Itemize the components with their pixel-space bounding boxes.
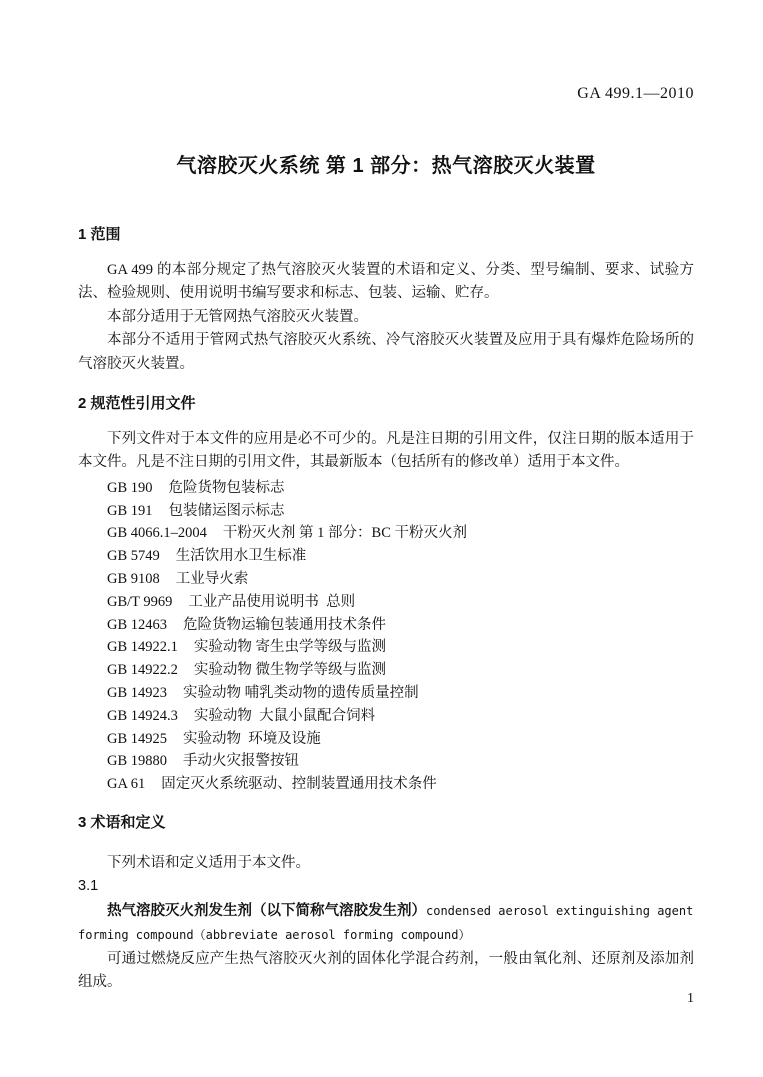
term-number: 3.1 <box>78 878 99 895</box>
reference-title: 危险货物包装标志 <box>168 479 285 496</box>
reference-code: GB 14924.3 <box>107 707 178 724</box>
reference-item <box>107 750 694 773</box>
reference-item <box>107 568 694 591</box>
reference-item <box>107 614 694 637</box>
reference-code: GB 14925 <box>107 730 168 747</box>
reference-code: GB 190 <box>107 479 153 496</box>
term-definition: 可通过燃烧反应产生热气溶胶灭火剂的固体化学混合药剂，一般由氧化剂、还原剂及添加剂组成。 <box>78 950 694 991</box>
reference-item <box>107 522 694 545</box>
reference-title: 实验动物 哺乳类动物的遗传质量控制 <box>183 685 419 702</box>
reference-title: 实验动物 寄生虫学等级与监测 <box>193 639 387 656</box>
reference-item <box>107 636 694 659</box>
reference-item <box>107 705 694 728</box>
reference-title: 干粉灭火剂 第 1 部分：BC 干粉灭火剂 <box>222 525 467 542</box>
page-content <box>78 84 694 995</box>
reference-code: GB 14923 <box>107 685 168 702</box>
reference-code: GB 9108 <box>107 571 160 588</box>
reference-code: GB/T 9969 <box>107 593 173 610</box>
section-1-paragraph: GA 499 的本部分规定了热气溶胶灭火装置的术语和定义、分类、型号编制、要求、试验方法、检验规则、使用说明书编写要求和标志、包装、运输、贮存。 <box>78 262 694 302</box>
reference-title: 手动火灾报警按钮 <box>183 753 300 770</box>
section-3-intro: 下列术语和定义适用于本文件。 <box>107 855 310 871</box>
reference-list <box>78 477 694 796</box>
reference-title: 生活饮用水卫生标准 <box>175 548 307 565</box>
reference-item <box>107 591 694 614</box>
reference-code: GB 5749 <box>107 548 160 565</box>
document-title: 气溶胶灭火系统 第 1 部分：热气溶胶灭火装置 <box>176 155 596 177</box>
term-name-english: condensed aerosol extinguishing agent forming compound（abbreviate aerosol forming compound） <box>78 903 694 943</box>
standard-number: GA 499.1—2010 <box>577 85 694 102</box>
reference-item <box>107 659 694 682</box>
reference-item <box>107 545 694 568</box>
reference-code: GB 19880 <box>107 753 168 770</box>
reference-code: GB 14922.1 <box>107 639 178 656</box>
section-1-paragraph: 本部分不适用于管网式热气溶胶灭火系统、冷气溶胶灭火装置及应用于具有爆炸危险场所的气溶胶灭火装置。 <box>78 332 694 372</box>
reference-title: 危险货物运输包装通用技术条件 <box>183 616 387 633</box>
term-name-chinese: 热气溶胶灭火剂发生剂（以下简称气溶胶发生剂） <box>107 902 426 919</box>
reference-title: 实验动物 大鼠小鼠配合饲料 <box>193 707 376 724</box>
reference-title: 实验动物 环境及设施 <box>183 730 321 747</box>
reference-item <box>107 682 694 705</box>
reference-title: 实验动物 微生物学等级与监测 <box>193 662 387 679</box>
reference-code: GB 12463 <box>107 616 168 633</box>
reference-item <box>107 773 694 796</box>
section-2-intro: 下列文件对于本文件的应用是必不可少的。凡是注日期的引用文件，仅注日期的版本适用于本文件。凡是不注日期的引用文件，其最新版本（包括所有的修改单）适用于本文件。 <box>78 431 694 471</box>
reference-item <box>107 477 694 500</box>
reference-item <box>107 728 694 751</box>
page-number: 1 <box>687 991 694 1006</box>
term-heading <box>78 899 694 948</box>
section-2-heading: 2 规范性引用文件 <box>78 395 196 413</box>
reference-code: GB 14922.2 <box>107 662 178 679</box>
reference-title: 固定灭火系统驱动、控制装置通用技术条件 <box>161 776 437 793</box>
reference-title: 工业导火索 <box>175 571 249 588</box>
section-1-paragraph: 本部分适用于无管网热气溶胶灭火装置。 <box>107 308 368 325</box>
section-1-heading: 1 范围 <box>78 226 121 243</box>
reference-code: GB 191 <box>107 502 153 519</box>
reference-title: 工业产品使用说明书 总则 <box>188 593 356 610</box>
reference-item <box>107 500 694 523</box>
section-3-heading: 3 术语和定义 <box>78 814 166 831</box>
reference-title: 包装储运图示标志 <box>168 502 285 519</box>
reference-code: GB 4066.1–2004 <box>107 525 207 542</box>
reference-code: GA 61 <box>107 776 146 793</box>
